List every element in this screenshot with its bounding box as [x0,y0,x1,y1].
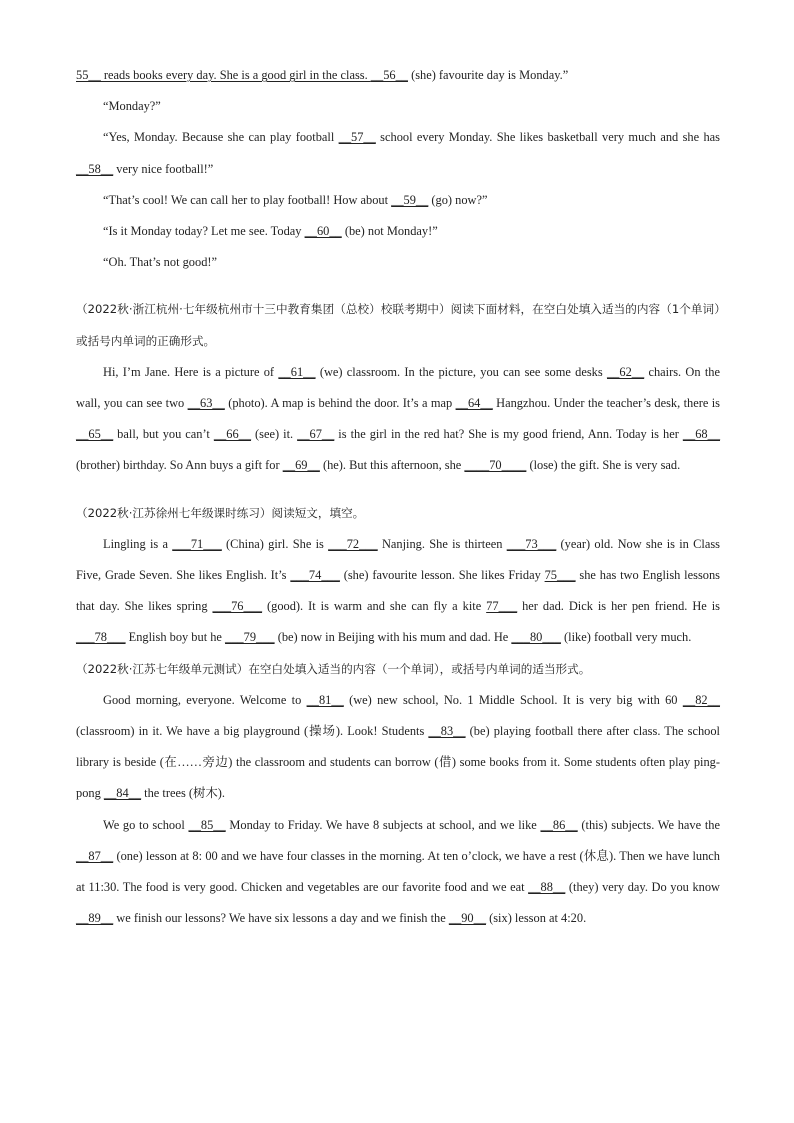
text: she has two English lessons that day. She likes spring [76,568,720,614]
blank-90[interactable]: __90__ [448,911,487,926]
blank-64[interactable]: __64__ [455,396,493,411]
passage-paragraph [76,810,720,935]
text: her dad. Dick is her pen friend. He is [517,599,720,614]
text: (he). But this afternoon, she [319,458,465,473]
passage-paragraph [76,685,720,810]
exercise-section-81-90 [76,654,720,935]
text: “Yes, Monday. Because she can play football [103,130,339,145]
text: “Oh. That’s not good!” [103,255,218,270]
text: (year) old. Now she is in Class Five, Grade Seven. She likes English. It’s [76,536,720,583]
reading-passage-continuation [76,60,720,278]
text: (be) playing football there after class. The school library is beside (在……旁边) the classroom and students can borrow (借) some books from it. Some students often play ping-pong [76,724,721,801]
blank-82[interactable]: __82__ [682,692,720,707]
blank-83[interactable]: __83__ [428,724,466,739]
text: Good morning, everyone. Welcome to [103,692,307,707]
blank-63[interactable]: __63__ [187,396,225,411]
passage-paragraph [76,60,720,91]
text: (go) now?” [428,192,488,207]
blank-89[interactable]: __89__ [76,911,114,926]
text: (she) favourite lesson. She likes Friday [339,568,545,583]
blank-68[interactable]: __68__ [682,427,721,442]
blank-88[interactable]: __88__ [528,880,566,895]
text: (be) now in Beijing with his mum and dad. He [274,630,512,645]
text: “Monday?” [103,99,161,114]
text: chairs. On the wall, you can see two [76,364,720,411]
text: (photo). A map is behind the door. It’s a map [224,396,456,411]
blank-61[interactable]: __61__ [278,364,316,379]
blank-72[interactable]: ___72___ [328,536,378,551]
text: (they) very day. Do you know [565,880,720,895]
blank-85[interactable]: __85__ [188,817,226,832]
text: (China) girl. She is [221,536,329,551]
blank-80[interactable]: ___80___ [511,630,561,645]
passage-paragraph [76,529,720,654]
blank-74[interactable]: ___74___ [290,568,340,583]
text: (this) subjects. We have the [577,817,720,832]
text: (we) classroom. In the picture, you can see some desks [315,364,607,379]
text: English boy but he [125,630,226,645]
blank-56[interactable]: __56__ [370,68,408,82]
text: very nice football!” [113,161,214,176]
blank-77[interactable]: 77___ [486,599,518,614]
text: Monday to Friday. We have 8 subjects at school, and we like [225,817,541,832]
blank-65[interactable]: __65__ [76,427,114,442]
blank-70[interactable]: ____70____ [464,458,527,473]
section-heading: （2022秋·浙江杭州·七年级杭州市十三中教育集团（总校）校联考期中）阅读下面材料，在空白处填入适当的内容（1个单词）或括号内单词的正确形式。 [76,302,720,348]
text: (lose) the gift. She is very sad. [526,458,681,473]
blank-59[interactable]: __59__ [391,192,429,207]
blank-66[interactable]: __66__ [213,427,252,442]
blank-86[interactable]: __86__ [540,817,578,832]
blank-73[interactable]: ___73___ [506,536,557,551]
blank-75[interactable]: 75___ [544,568,576,583]
section-heading: （2022秋·江苏七年级单元测试）在空白处填入适当的内容（一个单词），或括号内单词的适当形式。 [76,661,591,676]
blank-78[interactable]: ___78___ [76,630,126,645]
passage-paragraph [76,91,720,122]
passage-paragraph [76,247,720,278]
passage-paragraph [76,122,720,184]
blank-84[interactable]: __84__ [103,786,142,801]
blank-76[interactable]: ___76___ [212,599,263,614]
text: school every Monday. She likes basketball very much and she has [375,130,720,145]
text: (one) lesson at 8: 00 and we have four classes in the morning. At ten o’clock, we have a rest (休息). Then we have lunch at 11:30. The food is very good. Chicken and vegetables are our favorite food and we eat [76,848,720,895]
section-heading: （2022秋·江苏徐州七年级课时练习）阅读短文，填空。 [76,505,365,520]
document-page [76,60,720,934]
text: (be) not Monday!” [341,224,438,239]
text: Nanjing. She is thirteen [377,536,507,551]
blank-67[interactable]: __67__ [297,427,335,442]
blank-79[interactable]: ___79___ [225,630,275,645]
text: (she) favourite day is Monday.” [407,68,569,82]
text: (classroom) in it. We have a big playground (操场). Look! Students [76,724,429,739]
passage-paragraph [76,216,720,247]
blank-69[interactable]: __69__ [282,458,320,473]
blank-87[interactable]: __87__ [76,848,114,863]
blank-58[interactable]: __58__ [76,161,114,176]
text: the trees (树木). [141,786,226,801]
text: “Is it Monday today? Let me see. Today [103,224,305,239]
passage-paragraph [76,357,720,482]
text: We go to school [103,817,189,832]
text: we finish our lessons? We have six lessons a day and we finish the [113,911,449,926]
text: (see) it. [251,427,298,442]
text: ball, but you can’t [113,427,214,442]
blank-71[interactable]: ___71___ [172,536,222,551]
blank-62[interactable]: __62__ [606,364,645,379]
text: “That’s cool! We can call her to play football! How about [103,192,392,207]
exercise-section-61-70 [76,294,720,481]
blank-57[interactable]: __57__ [338,130,376,145]
text: (good). It is warm and she can fly a kite [262,599,487,614]
text: Hangzhou. Under the teacher’s desk, there is [492,396,721,411]
text: (we) new school, No. 1 Middle School. It is very big with 60 [343,692,683,707]
blank-55[interactable]: 55__ reads books every day. She is a good girl in the class. [76,68,371,82]
text: Lingling is a [103,536,173,551]
blank-81[interactable]: __81__ [306,692,344,707]
blank-60[interactable]: __60__ [304,224,342,239]
text: (six) lesson at 4:20. [486,911,587,926]
exercise-section-71-80 [76,498,720,654]
text: (like) football very much. [560,630,692,645]
text: Hi, I’m Jane. Here is a picture of [103,364,279,379]
text: is the girl in the red hat? She is my good friend, Ann. Today is her [334,427,683,442]
passage-paragraph [76,185,720,216]
text: (brother) birthday. So Ann buys a gift for [76,458,283,473]
